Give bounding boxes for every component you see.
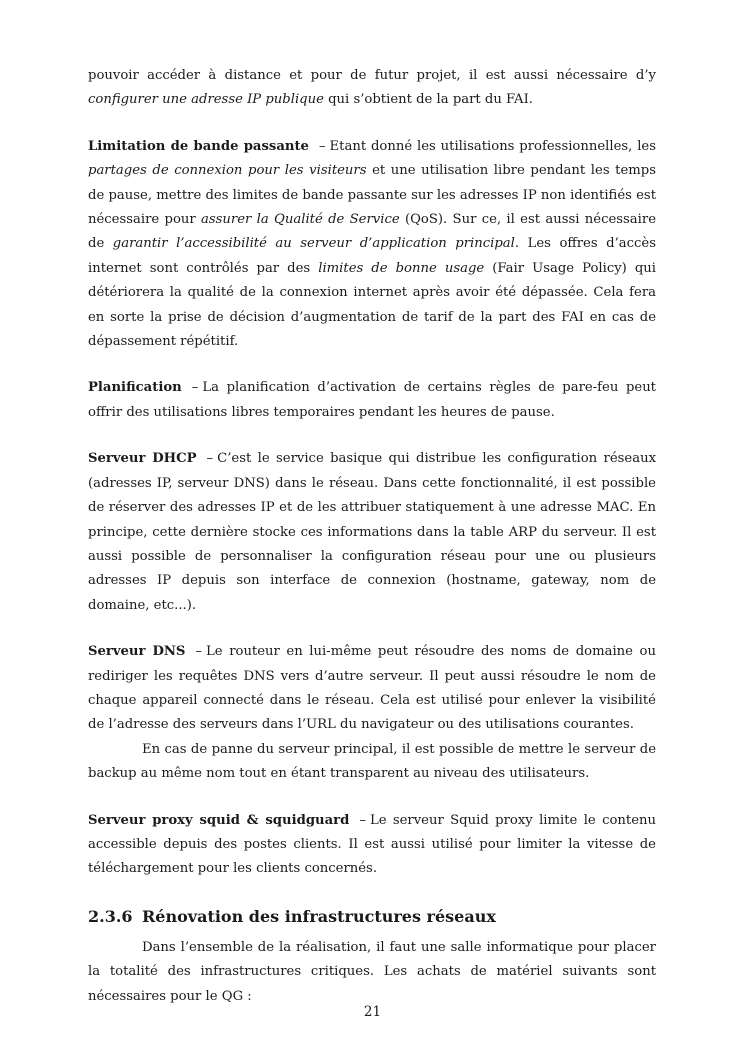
planning-paragraph	[88, 376, 656, 425]
dns-paragraph	[88, 640, 656, 738]
bandwidth-paragraph	[88, 135, 656, 355]
bandwidth-dash: –	[318, 138, 326, 154]
dhcp-term: Serveur DHCP	[88, 451, 197, 467]
bandwidth-text-1: Etant donné les utilisations professionnelles, les	[329, 138, 657, 154]
bandwidth-text-4: . Les offres d’accès internet sont contrôlés par des	[88, 236, 656, 276]
proxy-dash: –	[359, 812, 366, 828]
proxy-paragraph	[88, 809, 656, 882]
dhcp-paragraph	[88, 447, 656, 618]
bandwidth-emphasis-1: partages de connexion pour les visiteurs	[88, 163, 367, 179]
section-title: Rénovation des infrastructures réseaux	[142, 906, 496, 926]
dhcp-text: C’est le service basique qui distribue les configuration réseaux (adresses IP, serveur DNS) dans le réseau. Dans cette fonctionnalité, il est possible de réserver des adresses IP et de les attribuer statiquement à une adresse MAC. En principe, cette dernière stocke ces informations dans la table ARP du serveur. Il est aussi possible de personnaliser la configuration réseau pour une ou plusieurs adresses IP depuis son interface de connexion (hostname, gateway, nom de domaine, etc...).	[88, 451, 657, 613]
section-paragraph: Dans l’ensemble de la réalisation, il faut une salle informatique pour placer la totalité des infrastructures critiques. Les achats de matériel suivants sont nécessaires pour le QG :	[88, 939, 656, 1004]
planning-dash: –	[191, 380, 199, 396]
bandwidth-text-2: et une utilisation libre pendant les temps de pause, mettre des limites de bande passante sur les adresses IP non identifiés est nécessaire pour	[88, 163, 657, 228]
proxy-text: Le serveur Squid proxy limite le contenu accessible depuis des postes clients. Il est aussi utilisé pour limiter la vitesse de téléchargement pour les clients concernés.	[88, 812, 656, 877]
dns-term: Serveur DNS	[88, 644, 186, 660]
intro-paragraph	[88, 64, 656, 113]
planning-text: La planification d’activation de certains règles de pare-feu peut offrir des utilisations libres temporaires pendant les heures de pause.	[88, 380, 656, 420]
proxy-term: Serveur proxy squid & squidguard	[88, 812, 350, 828]
section-heading	[88, 904, 656, 930]
dhcp-dash: –	[206, 451, 214, 467]
dns-block	[88, 640, 656, 786]
bandwidth-term: Limitation de bande passante	[88, 138, 309, 154]
intro-text-1: pouvoir accéder à distance et pour de futur projet, il est aussi nécessaire d’y	[88, 68, 656, 83]
bandwidth-emphasis-4: limites de bonne usage	[318, 260, 485, 276]
page-number: 21	[363, 1004, 382, 1020]
intro-text-2: qui s’obtient de la part du FAI.	[323, 92, 533, 108]
dns-dash: –	[195, 644, 203, 660]
dns-paragraph-2: En cas de panne du serveur principal, il est possible de mettre le serveur de backup au même nom tout en étant transparent au niveau des utilisateurs.	[88, 741, 656, 782]
intro-emphasis: configurer une adresse IP publique	[88, 92, 324, 108]
bandwidth-emphasis-3: garantir l’accessibilité au serveur d’application principal	[112, 236, 515, 252]
planning-term: Planification	[88, 380, 182, 396]
dns-text: Le routeur en lui-même peut résoudre des noms de domaine ou rediriger les requêtes DNS vers d’autre serveur. Il peut aussi résoudre le nom de chaque appareil connecté dans le réseau. Cela est utilisé pour enlever la visibilité de l’adresse des serveurs dans l’URL du navigateur ou des utilisations courantes.	[88, 644, 656, 733]
bandwidth-emphasis-2: assurer la Qualité de Service	[201, 212, 400, 228]
bandwidth-text-5: (Fair Usage Policy) qui détériorera la qualité de la connexion internet après avoir été dépassée. Cela fera en sorte la prise de décision d’augmentation de tarif de la part des FAI en cas de dépassement répétitif.	[88, 260, 657, 350]
bandwidth-text-3: (QoS). Sur ce, il est aussi nécessaire de	[88, 212, 656, 252]
document-body	[88, 64, 656, 1009]
section-number: 2.3.6	[88, 906, 133, 926]
